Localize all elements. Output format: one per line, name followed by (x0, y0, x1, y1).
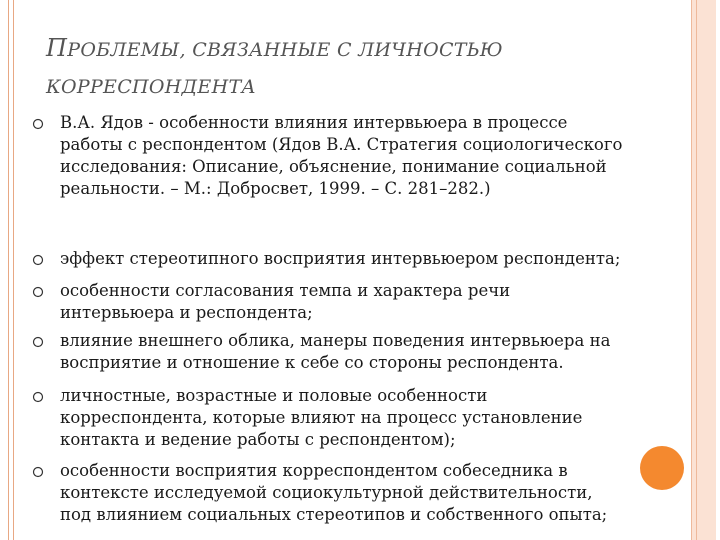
orange-circle-icon (640, 446, 684, 490)
hollow-circle-bullet-icon (32, 286, 44, 298)
list-item-text: влияние внешнего облика, манеры поведения интервьюера на восприятие и отношение к себе со стороны респондента. (60, 331, 611, 372)
right-frame-decoration (691, 0, 716, 540)
title-line-2: КОРРЕСПОНДЕНТА (46, 76, 257, 98)
title-line-1: ПРОБЛЕМЫ, СВЯЗАННЫЕ С ЛИЧНОСТЬЮ (46, 34, 503, 62)
hollow-circle-bullet-icon (32, 254, 44, 266)
list-item-text: эффект стереотипного восприятия интервьюером респондента; (60, 249, 621, 268)
list-item-text: В.А. Ядов - особенности влияния интервьюера в процессе работы с респондентом (Ядов В.А. Стратегия социологического исследования: Описание, объяснение, понимание социальной реальности. – М.: Добросвет, 1999. – С. 281–282.) (60, 113, 623, 198)
list-item-text: особенности восприятия корреспондентом собеседника в контексте исследуемой социокультурной действительности, под влиянием социальных стереотипов и собственного опыта; (60, 461, 608, 524)
list-item (32, 460, 702, 526)
hollow-circle-bullet-icon (32, 336, 44, 348)
list-item (32, 385, 702, 451)
left-frame-decoration (8, 0, 14, 540)
list-item-text: личностные, возрастные и половые особенности корреспондента, которые влияют на процесс установление контакта и ведение работы с респондентом); (60, 386, 583, 449)
list-item (32, 330, 702, 374)
hollow-circle-bullet-icon (32, 466, 44, 478)
hollow-circle-bullet-icon (32, 118, 44, 130)
list-item (32, 112, 702, 200)
list-item-text: особенности согласования темпа и характера речи интервьюера и респондента; (60, 281, 511, 322)
list-item (32, 248, 702, 270)
hollow-circle-bullet-icon (32, 391, 44, 403)
list-item (32, 280, 702, 324)
slide-title (46, 30, 646, 106)
